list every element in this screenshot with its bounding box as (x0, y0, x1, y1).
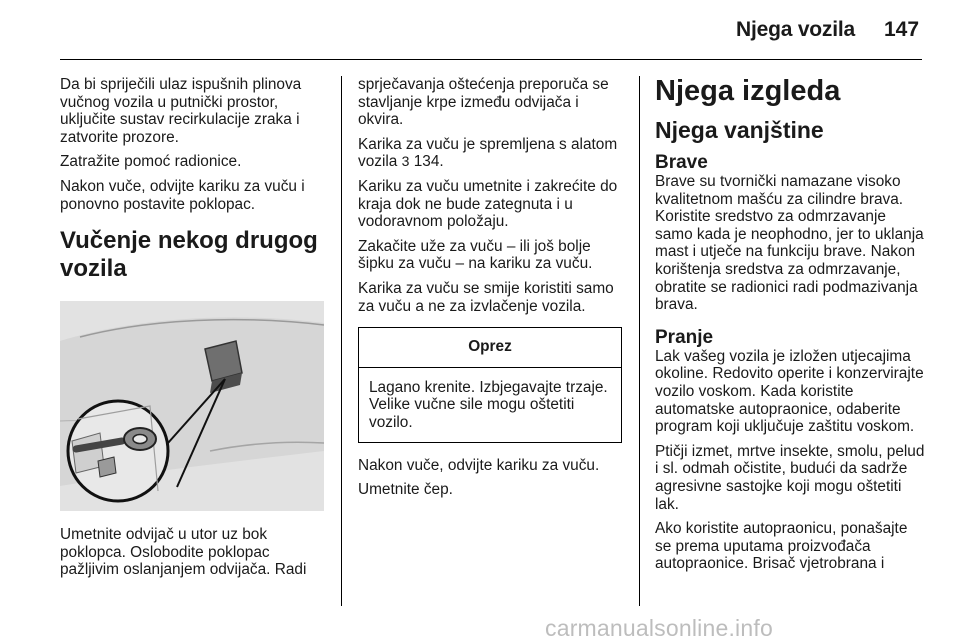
paragraph-washing-1: Lak vašeg vozila je izložen utjecajima okoline. Redovito operite i konzervirajte vozilo voskom. Kada koristite automatske autopraonice, odaberite program koji uključuje zaštitu voskom. (655, 347, 924, 436)
paragraph-tool-storage: Karika za vuču je spremljena s alatom vozila 3 134. (358, 135, 618, 171)
towing-eye-illustration (60, 301, 324, 511)
paragraph-unscrew: Nakon vuče, odvijte kariku za vuču. (358, 456, 600, 474)
subheading-washing: Pranje (655, 326, 714, 348)
paragraph-insert-eye: Kariku za vuču umetnite i zakrećite do kraja dok ne bude zategnuta i u vodoravnom položaju. (358, 177, 618, 231)
paragraph-insert-plug: Umetnite čep. (358, 481, 453, 499)
paragraph-screwdriver: Umetnite odvijač u utor uz bok poklopca. Oslobodite poklopac pažljivim oslanjanjem odvijača. Radi (60, 526, 307, 579)
paragraph-cloth: sprječavanja oštećenja preporuča se stavljanje krpe između odvijača i okvira. (358, 76, 609, 129)
section-heading-exterior: Njega vanjštine (655, 117, 824, 143)
paragraph-locks: Brave su tvornički namazane visoko kvalitetnom mašću za cilindre brava. Koristite sredstvo za odmrzavanje samo kada je neophodno, jer to uklanja mast i utječe na funkciju brave. Nakon korištenja sredstva za odmrzavanje, obratite se radionici radi podmazivanja brava. (655, 173, 924, 314)
paragraph-workshop: Zatražite pomoć radionice. (60, 153, 242, 171)
paragraph-attach-rope: Zakačite uže za vuču – ili još bolje šipku za vuču – na kariku za vuču. (358, 237, 593, 273)
paragraph-eye-usage: Karika za vuču se smije koristiti samo za vuču a ne za izvlačenje vozila. (358, 279, 614, 315)
chapter-heading: Njega izgleda (655, 75, 841, 107)
page-number: 147 (884, 18, 920, 41)
column-middle (358, 76, 624, 506)
subheading-locks: Brave (655, 152, 708, 173)
column-divider-left (341, 76, 342, 606)
column-divider-right (639, 76, 640, 606)
paragraph-after-towing: Nakon vuče, odvijte kariku za vuču i ponovno postavite poklopac. (60, 177, 305, 213)
caution-body: Lagano krenite. Izbjegavajte trzaje. Velike vučne sile mogu oštetiti vozilo. (369, 378, 608, 431)
column-right (655, 76, 925, 580)
page-header-title: Njega vozila (736, 18, 855, 41)
column-left (60, 76, 326, 586)
page-reference-icon: 3 (401, 153, 410, 170)
paragraph-washing-2: Ptičji izmet, mrtve insekte, smolu, pelud i sl. odmah očistite, budući da sadrže agresivne sastojke koji mogu oštetiti lak. (655, 442, 925, 513)
caution-box (358, 327, 622, 442)
paragraph-washing-3: Ako koristite autopraonicu, ponašajte se prema uputama proizvođača autopraonice. Brisač vjetrobrana i (655, 520, 908, 573)
caution-title: Oprez (359, 328, 621, 368)
watermark: carmanualsonline.info (545, 615, 773, 641)
paragraph-exhaust: Da bi spriječili ulaz ispušnih plinova vučnog vozila u putnički prostor, uključite sustav recirkulacije zraka i zatvorite prozore. (60, 76, 302, 146)
section-heading-towing-other: Vučenje nekog drugog vozila (60, 227, 318, 283)
header-rule (60, 59, 922, 60)
